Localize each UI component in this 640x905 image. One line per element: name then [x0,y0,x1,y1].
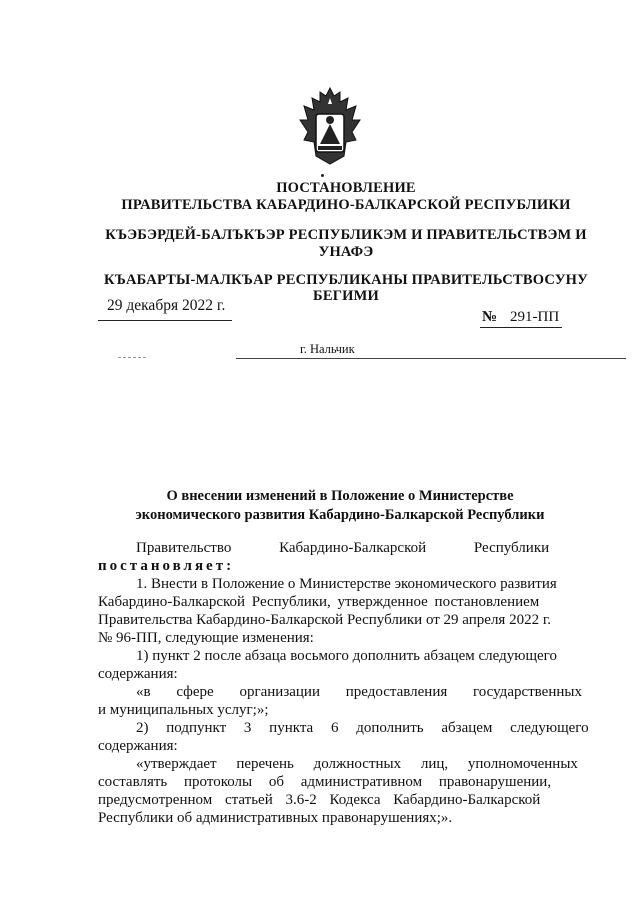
mark-dot [321,174,324,177]
number-label: № [482,309,498,325]
body-line: Республики об административных правонарушениях;». [98,810,453,826]
issuer-heading-kbd-2: УНАФЭ [318,244,374,260]
date-underline [98,320,232,321]
dash-mark [118,357,146,358]
document-number: 291-ПП [510,309,560,325]
issuer-heading-krc-1: КЪАБАРТЫ-МАЛКЪАР РЕСПУБЛИКАНЫ ПРАВИТЕЛЬСТВОСУНУ [104,272,588,288]
body-line: 2) подпункт 3 пункта 6 дополнить абзацем следующего [136,720,589,736]
body-line: и муниципальных услуг;»; [98,702,269,718]
issuer-heading-krc-2: БЕГИМИ [313,288,379,304]
city-label: г. Нальчик [300,342,355,356]
issuer-heading-kbd-1: КЪЭБЭРДЕЙ-БАЛЪКЪЭР РЕСПУБЛИКЭМ И ПРАВИТЕЛЬСТВЭМ И [105,227,587,243]
city-rule [236,358,626,359]
body-line: «утверждает перечень должностных лиц, уполномоченных [136,756,578,772]
body-line: «в сфере организации предоставления государственных [136,684,582,700]
body-line: 1) пункт 2 после абзаца восьмого дополнить абзацем следующего [136,648,557,664]
number-underline [480,327,562,328]
body-line: содержания: [98,738,178,754]
body-line: № 96-ПП, следующие изменения: [98,630,314,646]
doc-type-heading: ПОСТАНОВЛЕНИЕ [276,180,416,196]
body-line: 1. Внести в Положение о Министерстве экономического развития [136,576,557,592]
body-line-decree-verb: постановляет: [98,558,235,574]
body-line: составлять протоколы об административном правонарушении, [98,774,552,790]
coat-of-arms-emblem [294,84,366,170]
document-date: 29 декабря 2022 г. [107,297,226,314]
document-title-line-1: О внесении изменений в Положение о Министерстве [166,488,514,504]
issuer-heading-ru: ПРАВИТЕЛЬСТВА КАБАРДИНО-БАЛКАРСКОЙ РЕСПУБЛИКИ [121,197,571,213]
body-line: содержания: [98,666,178,682]
body-line: предусмотренном статьей 3.6-2 Кодекса Кабардино-Балкарской [98,792,541,808]
body-line: Кабардино-Балкарской Республики, утвержденное постановлением [98,594,540,610]
body-line: Правительство Кабардино-Балкарской Республики [136,540,550,556]
body-line: Правительства Кабардино-Балкарской Республики от 29 апреля 2022 г. [98,612,552,628]
document-title-line-2: экономического развития Кабардино-Балкарской Республики [135,507,545,523]
